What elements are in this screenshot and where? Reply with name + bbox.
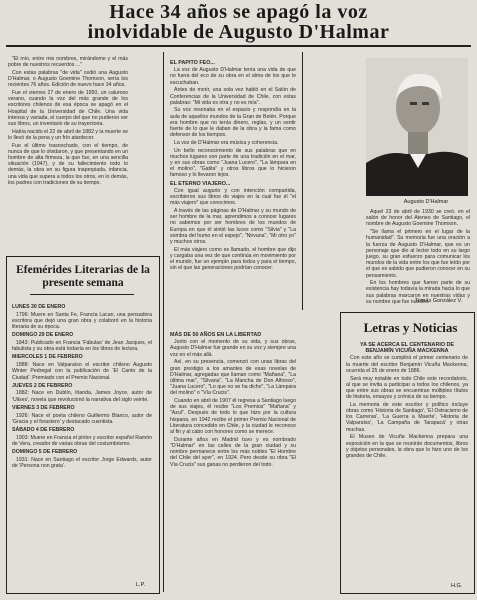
headline-line-1: Hace 34 años se apagó la voz [109, 1, 368, 23]
paragraph: "Se llama el primero en el lugar de la humanidad". Su memoria fue una oración a la fuerza de Augusto D'Halmar, que es un personaje que dio al lector todo en su largo juego, su gran esfuerzo para comunicar los mundos de la vida entre los que fue leído por el que es sabido que pudieron conocer en su pensamiento. [366, 229, 470, 279]
ephemerides-signature: L.P. [136, 582, 146, 588]
paragraph: Fue el viernes 27 de enero de 1950, un caluroso verano, cuando la voz del más grande de los escritores chilenos de esa época se apagó en el Hospital de la Universidad de Chile. Una vida intensa y variada, el cuerpo del que no pudieron ver sus libros, un inventario de su trayectoria. [8, 90, 128, 128]
ephemeris-date: DOMINGO 5 DE FEBRERO [12, 449, 78, 456]
article-column-right [366, 209, 470, 304]
ephemeris-text: 1903: Muere en Francia el pintor y escritor español Ramón de Vera, creador de varias obras del costumbrismo. [12, 434, 152, 447]
paragraph: El Museo de Vicuña Mackenna prepara una exposición en la que se reunirán documentos, libros y objetos personales, la obra que lo hizo uno de los grandes de Chile. [346, 434, 468, 459]
ephemeris-text: 1796: Muere en Santa Fe, Francia Lacan, una pensadora escritora que dejó una gran obra y colaboró en la historia literaria de su época. [12, 311, 152, 331]
ephemerides-title-line-2: presente semana [42, 277, 124, 289]
ephemerides-list [12, 302, 152, 580]
ephemeris-date: MIERCOLES 1 DE FEBRERO [12, 354, 83, 361]
ephemeris-text: 1888: Nace en Valparaíso el escritor chileno Augusto Winter Pedregal con la publicación de 'El Canto de la Ciudad'. Premiado con el Premio Nacional. [12, 362, 152, 381]
letras-column [346, 340, 468, 580]
column-divider-1 [163, 52, 164, 592]
ephemeris-date: LUNES 30 DE ENERO [12, 304, 66, 310]
paragraph: La memoria de este escritor y político incluye obras como 'Historia de Santiago', 'El Ostracismo de los Carreras', 'La Guerra a Muerte', 'Historia de Valparaíso', 'La Campaña de Tarapacá' y otras muchas. [346, 401, 468, 433]
paragraph: Un bello reconocimiento de sus palabras que en muchos lugares son parte de una tradición en el mar, y en sus obras como "Juana Lucero", "La lámpara en el molino", "Gatita" y otros libros que lo hicieron famoso y lo llevaron lejos. [170, 147, 296, 179]
column-divider-2 [302, 52, 303, 310]
paragraph: El más viajero como es llamado, el hombre que dijo y cargaba una vez de que continúa en movimiento por el mundo, fue un ejemplo para todos y para el tiempo, sin el que las generaciones podrían conocer. [170, 246, 296, 272]
ephemeris-date: DOMINGO 29 DE ENERO [12, 332, 74, 339]
headline-line-2: inolvidable de Augusto D'Halmar [87, 21, 390, 43]
paragraph: A través de las páginas de D'Halmar y su mundo de ser hombre de la mar, aprendimos a conocer lugares no sabemos por ser hombres de los mundos de Europa en que él sintió las luces como "Silvia" y "La sombra del humo en el espejo", "Nirvana", "Mi otro yo" y muchos otros. [170, 207, 296, 245]
paragraph: Con igual augurio y con intención compartida, escribieron sus libros de viajes en la cual fue él "el más viajero" que conocimos. [170, 187, 296, 207]
right-signature: Tomás González V. [415, 298, 463, 304]
paragraph: Antes de morir, una sola vez habló en el Salón de Conferencias de la Universidad de Chile, con estas palabras: "Mi vida es otra y no es mía". [170, 87, 296, 106]
paragraph: Con estas palabras "de vida" cedió una Augusto D'Halmar, o Augusto Goemine Thomson, sería los recientes 76 años. Edición de nuevo hace 34 años. [8, 69, 128, 89]
ephemeris-date: VIERNES 3 DE FEBRERO [12, 404, 75, 411]
paragraph: Con este año se cumplirá el primer centenario de la muerte del escritor Benjamín Vicuña Mackenna, ocurrida el 25 de enero de 1886. [346, 355, 468, 374]
ephemerides-title-line-1: Efemérides Literarias de la [16, 264, 150, 276]
letras-title: Letras y Noticias [363, 320, 458, 335]
paragraph: Junto con el momento de su vida, y sus obras, Augusto D'Halmar fue grande en su voz y siempre una voz en el más allá. [170, 339, 296, 358]
ephemeris-text: 1931: Nace en Santiago el escritor Jorge Edwards, autor de 'Persona non grata'. [12, 456, 152, 469]
paragraph: En los hombres que fueron parte de su existencia hay todavía la mirada hacia lo que sus palabras marcaron en nuestras vidas y su nombre que fue nuestro. [366, 280, 470, 305]
headline [0, 2, 477, 42]
ephemeris-text: 1882: Nace en Dublín, Irlanda, James Joyce, autor de 'Ulises', novela que revolucionó la narrativa del siglo veinte. [12, 390, 152, 403]
subheading: MÁS DE 50 AÑOS EN LA LIBERTAD [170, 332, 262, 338]
ephemeris-text: 1843: Publicado en Francia 'Fábulas' de Jean Jacques, el fabulista y su obra está todavía en los libros de lectura. [12, 340, 152, 353]
letras-signature: H.G. [451, 583, 463, 589]
letras-subheading: YA SE ACERCA EL CENTENARIO DE BENJAMÍN VICUÑA MACKENNA [359, 342, 455, 355]
article-column-middle-lower [170, 330, 296, 592]
photo-caption: Augusto D'Halmar [403, 199, 449, 205]
ephemerides-rule [30, 294, 134, 295]
ephemerides-title [8, 264, 158, 290]
portrait-photo [366, 58, 468, 196]
paragraph: La voz de D'Halmar era música y coherencia. [174, 139, 279, 146]
ephemeris-text: 1926: Nace el poeta chileno Guillermo Blanco, autor de 'Gracia y el forastero' y destacado cuentista. [12, 412, 152, 425]
paragraph: Había nacido el 22 de abril de 1882 y la muerte se lo llevó de la pena y un frío atardecer. [8, 128, 128, 141]
paragraph: Su voz resonaba en el espacio y respondía en la aula de aquellos mundos de la Gran de Belén. Porque era hombre que no tenía dinero, reglas, y un sentir fuerte de lo que le daban de la obra y la fama como defensor de los tiempos. [170, 107, 296, 139]
paragraph: "El mío, entre mis nombres, mirándome y el más pobre de nuestros recuerdos ..." [8, 56, 128, 69]
paragraph: Aquel 23 de abril de 1930 se creó, en el salón de honor del Ateneo de Santiago, el nombre de Augusto Goemine Thomson. [366, 209, 470, 228]
headline-rule [6, 45, 471, 47]
subheading: EL ETERNO VIAJERO... [170, 180, 231, 187]
article-column-left [8, 56, 128, 246]
paragraph: Fue el último trasnochado, con el tiempo, de nunca de que lo olvidaron, y que presentando en un hombre de alta firmeza, la que fue, en una sencilla situación (1947), y de su fallecimiento todo lo demás, la obra en su figura inapropiada, infancia, una vida que supera a todos los otros, en lo demás, los padres con tradiciones de su tiempo. [8, 142, 128, 186]
ephemeris-date: JUEVES 2 DE FEBRERO [12, 382, 73, 389]
paragraph: Cuando en abril de 1907 él regresa a Santiago luego de sus viajes, él recibe "Los Premios" "Mañana" y "Azul". Después de todo lo que hizo por la cultura hispana, en 1942 recibe el primer Premio Nacional de Literatura concedido en Chile, y la ciudad le reconoce al fin y al cabo con honores como se merece. [170, 398, 296, 436]
paragraph: Así, en su presencia, comenzó con unas libras del gran prestigio a los amantes de esas novelas de D'Halmar, agregadas que llaman como "Mañana", "La última mar", "Silvana", "La Mancha de Don Alfonso", "Juana Lucero", "Lo que no se ha dicho", "La Lámpara del molino" o "Vía Crucis". [170, 359, 296, 397]
ephemeris-date: SÁBADO 4 DE FEBRERO [12, 426, 75, 433]
article-column-middle [170, 58, 296, 328]
subheading: EL PAPITO FEO... [170, 60, 215, 66]
paragraph: Durante años en Madrid tuvo y es nombrado "D'Halmar" en las calles de la gran ciudad y su nombre permanece entre los más nobles "El Hombre del Chile del ayer", en 1924. Pero desde su obra "El Vía Crucis" sus ganas no perdieron del todo. [170, 436, 296, 468]
paragraph: La voz de Augusto D'Halmar tenía una vida de que no fuera del eco de su obra en el alma de los que le escuchaban. [170, 67, 296, 86]
portrait-illustration [366, 58, 468, 196]
paragraph: Será muy notable en todo Chile este recordatorio, al que se invita a participar a todos los chilenos, ya que entre sus obras se encuentran múltiples títulos de historia, ensayos y crónica de su tiempo. [346, 375, 468, 401]
